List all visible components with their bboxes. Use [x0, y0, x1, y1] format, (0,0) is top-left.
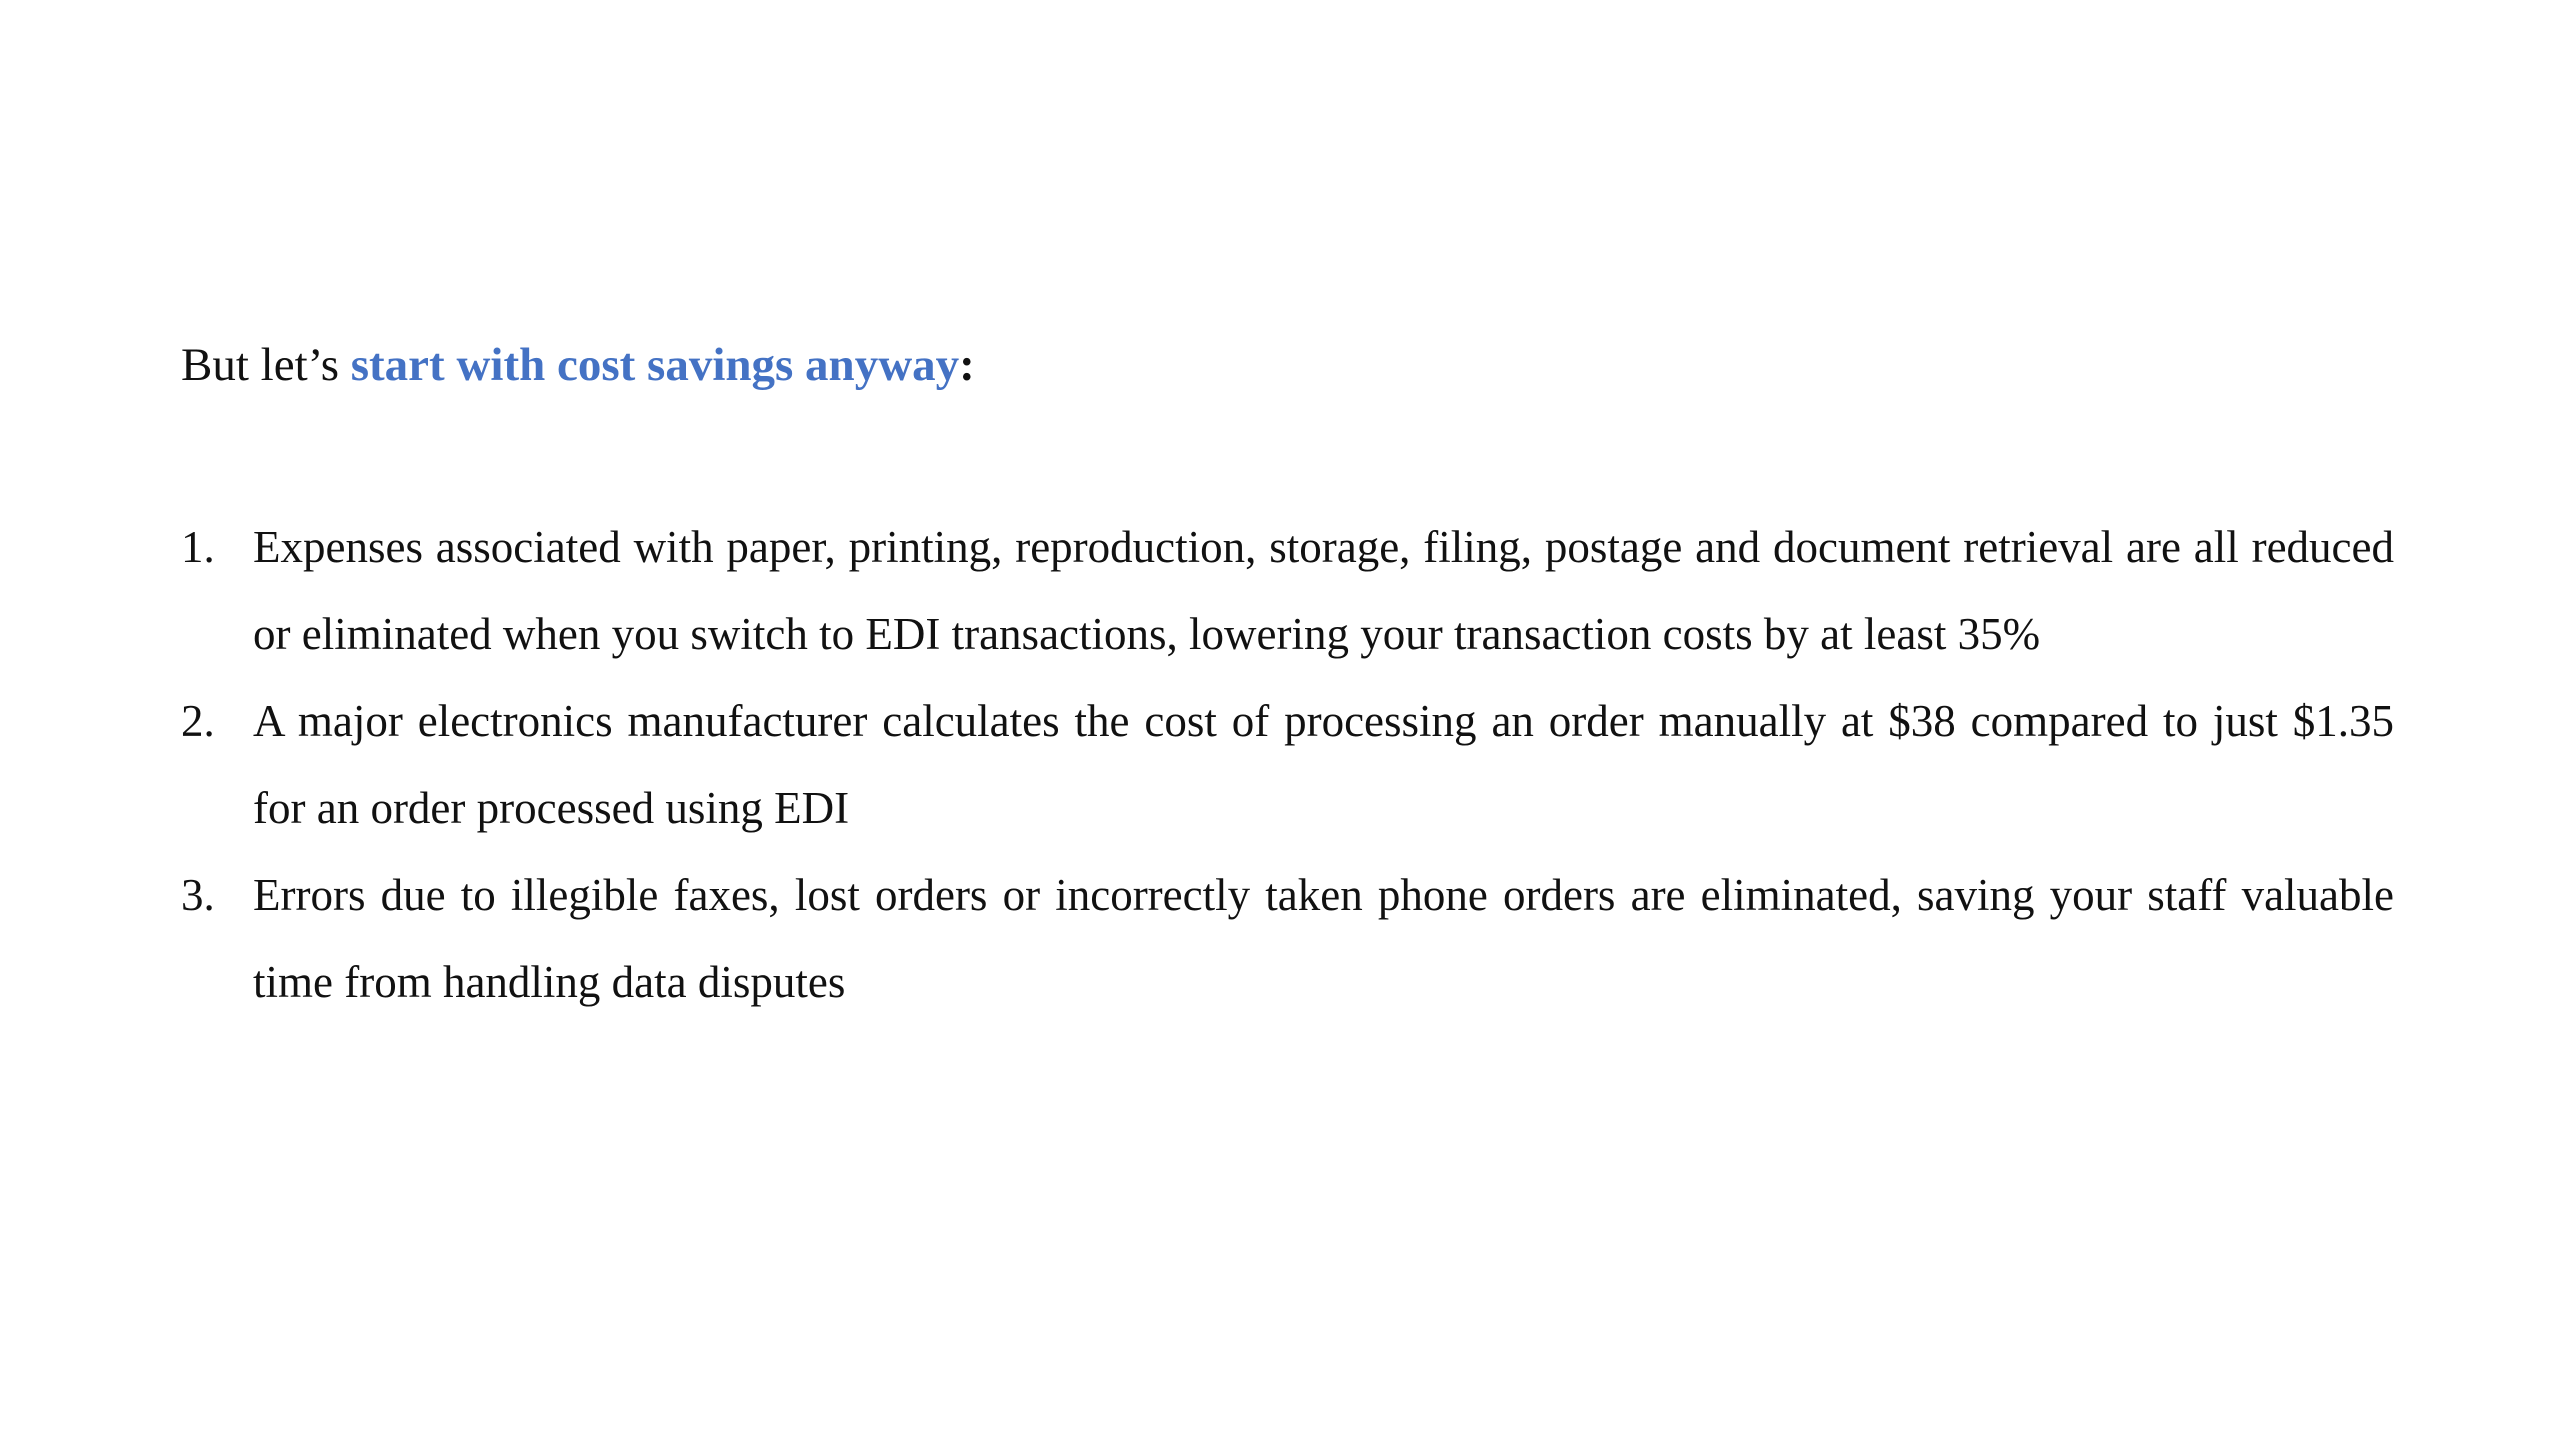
list-item: [181, 852, 2394, 1026]
intro-sentence: [181, 330, 2394, 400]
list-item-text: Errors due to illegible faxes, lost orders or incorrectly taken phone orders are eliminated, saving your staff valuable time from handling data disputes: [253, 870, 2394, 1007]
list-item-number: 2.: [181, 696, 215, 746]
intro-highlight: start with cost savings anyway: [350, 339, 960, 391]
list-item-number: 1.: [181, 522, 215, 572]
cost-savings-list: [181, 504, 2394, 1026]
list-item-number: 3.: [181, 870, 215, 920]
list-item: [181, 504, 2394, 678]
document-body: [181, 330, 2394, 1026]
list-item-text: A major electronics manufacturer calculates the cost of processing an order manually at $38 compared to just $1.35 for an order processed using EDI: [253, 696, 2394, 833]
intro-suffix: :: [959, 339, 975, 391]
intro-prefix: But let’s: [181, 339, 351, 391]
list-item-text: Expenses associated with paper, printing, reproduction, storage, filing, postage and document retrieval are all reduced or eliminated when you switch to EDI transactions, lowering your transaction costs by at least 35%: [253, 522, 2394, 659]
list-item: [181, 678, 2394, 852]
